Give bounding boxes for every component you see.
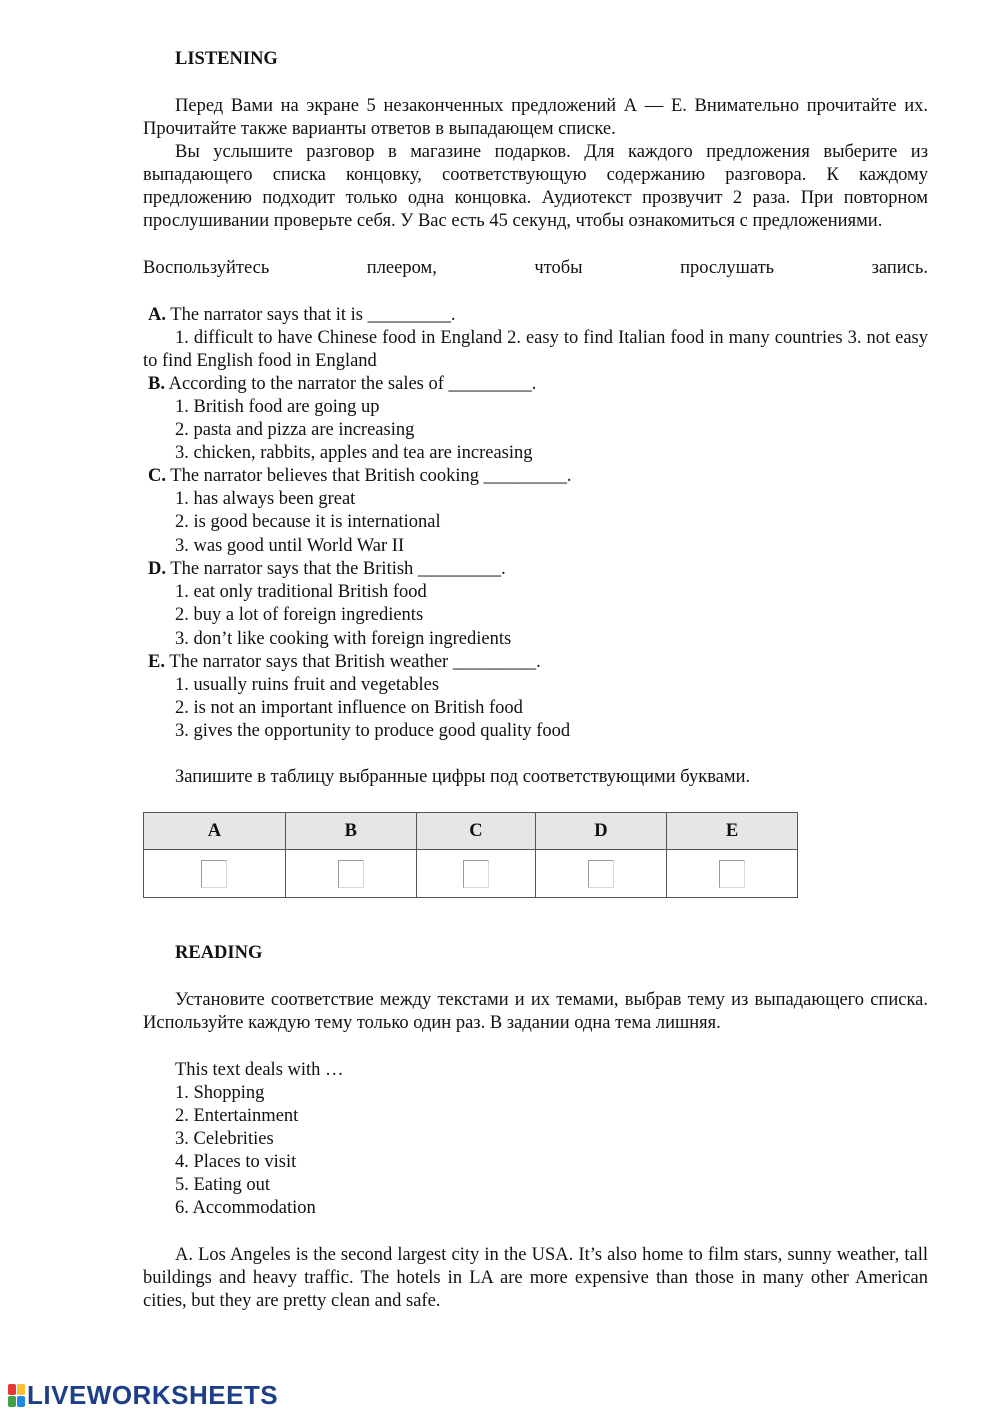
answer-input-c[interactable] [463,860,489,888]
question-letter: D. [148,559,166,579]
question-text: The narrator says that the British _________. [170,559,506,579]
answer-cell-c [416,850,535,898]
logo-mark-square [8,1396,16,1407]
question-text: According to the narrator the sales of _________. [168,374,537,394]
answer-input-d[interactable] [588,860,614,888]
reading-instruction: Установите соответствие между текстами и их темами, выбрав тему из выпадающего списка. Используйте каждую тему только один раз. В задании одна тема лишняя. [143,990,928,1033]
option: 1. eat only traditional British food [175,582,427,602]
question-c [143,465,572,488]
option: 1. usually ruins fruit and vegetables [175,675,440,695]
listening-intro-2: Вы услышите разговор в магазине подарков. Для каждого предложения выберите из выпадающего списка концовку, соответствующую содержанию разговора. К каждому предложению подходит только одна концовка. Аудиотекст прозвучит 2 раза. При повторном прослушивании проверьте себя. У Вас есть 45 секунд, чтобы ознакомиться с предложениями. [143,142,928,231]
topics-intro: This text deals with … [175,1060,344,1080]
topic-item: 2. Entertainment [175,1106,299,1126]
question-letter: A. [148,305,166,325]
question-b [143,373,536,396]
question-d [143,558,506,581]
player-word: Воспользуйтесь [143,258,270,278]
option: 1. has always been great [175,489,356,509]
answer-cell-b [285,850,416,898]
logo-mark-square [8,1384,16,1395]
answer-table [143,812,798,898]
option: 3. gives the opportunity to produce good quality food [175,721,571,741]
answer-cell-d [535,850,666,898]
topic-item: 4. Places to visit [175,1152,297,1172]
option: 3. chicken, rabbits, apples and tea are increasing [175,443,533,463]
player-word: прослушать [680,258,775,278]
option: 3. don’t like cooking with foreign ingredients [175,629,512,649]
answer-header-d: D [535,813,666,850]
option: 2. is not an important influence on British food [175,698,523,718]
topic-item: 5. Eating out [175,1175,271,1195]
table-instruction: Запишите в таблицу выбранные цифры под соответствующими буквами. [175,767,751,787]
question-text: The narrator says that it is _________. [170,305,456,325]
answer-header-a: A [144,813,286,850]
question-e [143,651,541,674]
answer-header-b: B [285,813,416,850]
question-letter: C. [148,466,166,486]
player-word: чтобы [534,258,583,278]
liveworksheets-logo[interactable] [8,1380,278,1411]
question-a-options: 1. difficult to have Chinese food in England 2. easy to find Italian food in many countries 3. not easy to find English food in England [143,328,928,371]
question-letter: B. [148,374,165,394]
listening-heading: LISTENING [175,49,278,69]
topic-item: 3. Celebrities [175,1129,274,1149]
answer-table-row [144,850,798,898]
player-word: плеером, [366,258,437,278]
answer-table-header [144,813,798,850]
topic-item: 6. Accommodation [175,1198,316,1218]
answer-header-e: E [666,813,797,850]
option: 2. buy a lot of foreign ingredients [175,605,424,625]
option: 3. was good until World War II [175,536,405,556]
logo-mark-square [17,1384,25,1395]
logo-mark-square [17,1396,25,1407]
question-letter: E. [148,652,165,672]
player-word: запись. [871,258,928,278]
reading-text-a: A. Los Angeles is the second largest city in the USA. It’s also home to film stars, sunny weather, tall buildings and heavy traffic. The hotels in LA are more expensive than those in many other American cities, but they are pretty clean and safe. [143,1245,928,1311]
option: 2. pasta and pizza are increasing [175,420,415,440]
answer-input-b[interactable] [338,860,364,888]
answer-cell-a [144,850,286,898]
topic-item: 1. Shopping [175,1083,265,1103]
logo-text: LIVEWORKSHEETS [27,1380,279,1410]
option: 1. British food are going up [175,397,380,417]
answer-input-a[interactable] [201,860,227,888]
question-text: The narrator believes that British cooking _________. [170,466,572,486]
question-text: The narrator says that British weather _________. [169,652,541,672]
logo-mark-icon [8,1384,25,1407]
reading-heading: READING [175,943,263,963]
player-instruction [143,257,928,280]
answer-cell-e [666,850,797,898]
answer-input-e[interactable] [719,860,745,888]
answer-header-c: C [416,813,535,850]
question-a [143,304,455,327]
listening-intro-1: Перед Вами на экране 5 незаконченных предложений А — Е. Внимательно прочитайте их. Прочитайте также варианты ответов в выпадающем списке. [143,96,928,139]
option: 2. is good because it is international [175,512,441,532]
